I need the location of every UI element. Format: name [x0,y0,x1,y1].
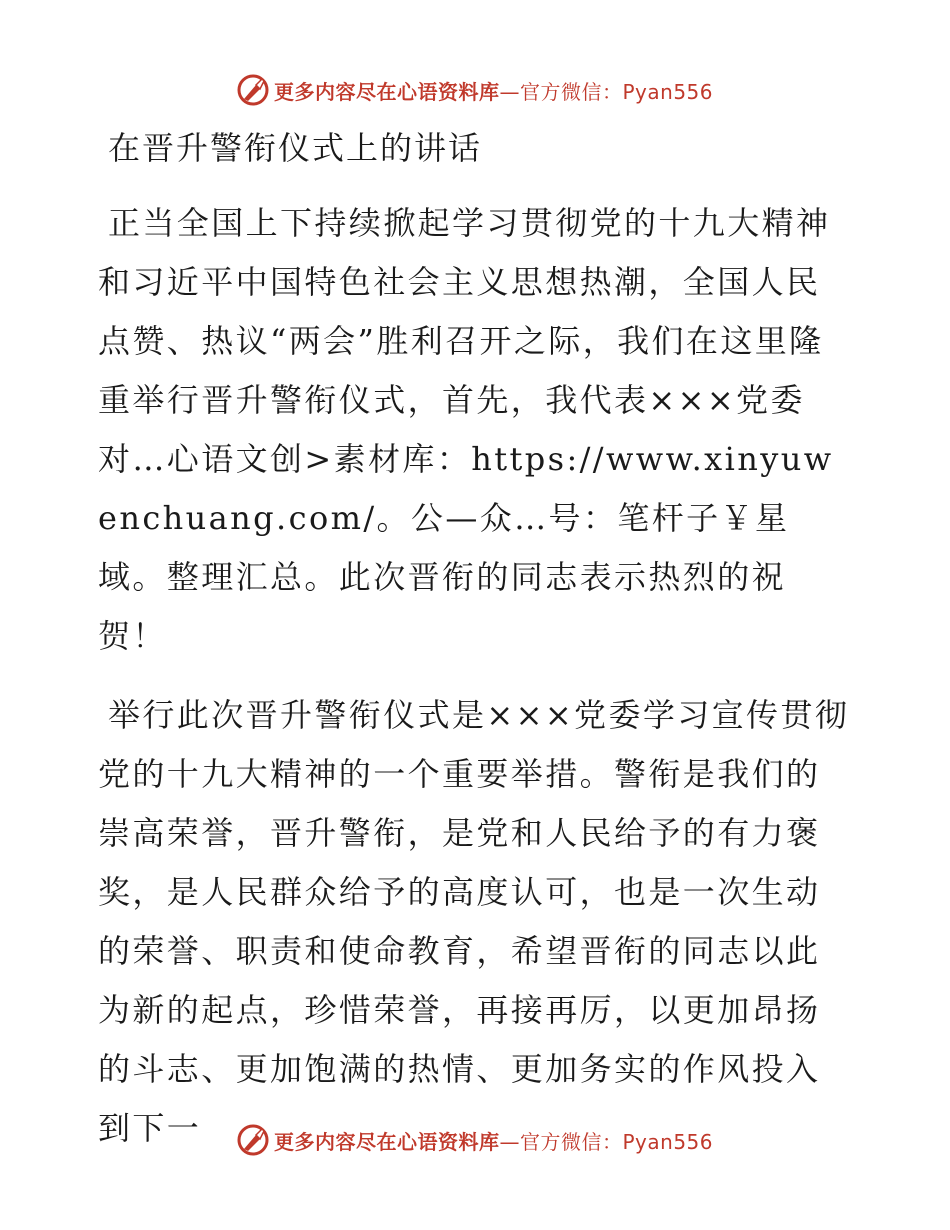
banner-text: 更多内容尽在心语资料库—官方微信：Pyan556 [274,1129,714,1154]
header-banner [236,70,713,110]
document-title: 在晋升警衔仪式上的讲话 [108,129,483,167]
pen-logo-icon [236,73,270,107]
paragraph-2: 举行此次晋升警衔仪式是×××党委学习宣传贯彻党的十九大精神的一个重要举措。警衔是我们的崇高荣誉，晋升警衔，是党和人民给予的有力褒奖，是人民群众给予的高度认可，也是一次生动的荣誉、职责和使命教育，希望晋衔的同志以此为新的起点，珍惜荣誉，再接再厉，以更加昂扬的斗志、更加饱满的热情、更加务实的作风投入到下一 [98,696,850,1147]
footer-banner [236,1120,713,1160]
banner-text: 更多内容尽在心语资料库—官方微信：Pyan556 [274,79,714,104]
pen-logo-icon [236,1123,270,1157]
document-body [98,122,852,1158]
paragraph-1: 正当全国上下持续掀起学习贯彻党的十九大精神和习近平中国特色社会主义思想热潮，全国人民点赞、热议“两会”胜利召开之际，我们在这里隆重举行晋升警衔仪式，首先，我代表×××党委对…心语文创>素材库：https://www.xinyuwenchuang.com/。公—众…号：笔杆子￥星域。整理汇总。此次晋衔的同志表示热烈的祝贺！ [98,204,834,655]
